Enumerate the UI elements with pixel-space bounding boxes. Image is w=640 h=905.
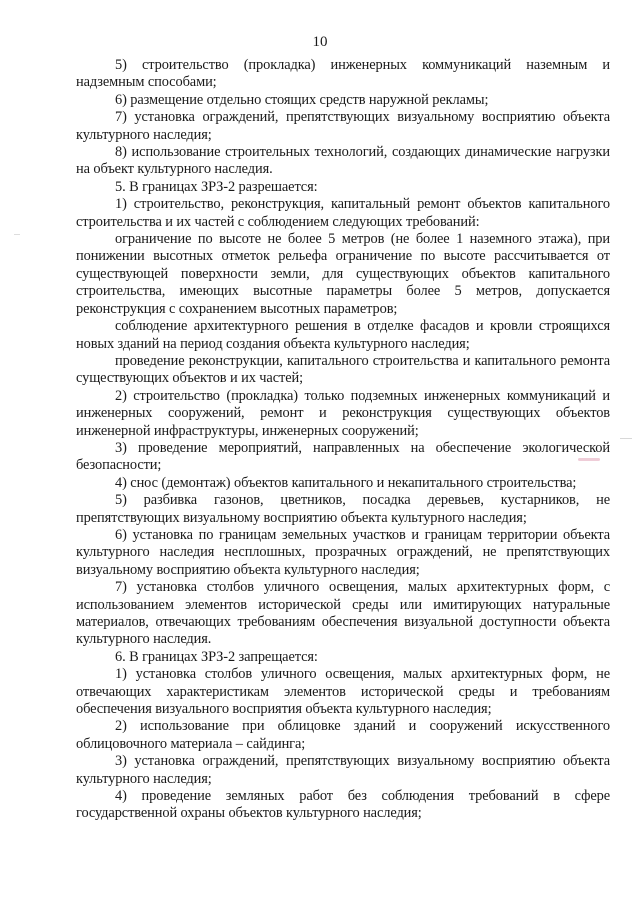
paragraph: 1) установка столбов уличного освещения, малых архитектурных форм, не отвечающих характеристикам элементов исторической среды и требованиям обеспечения визуального восприятия объекта культурного наследия;	[76, 666, 610, 718]
paragraph: 8) использование строительных технологий, создающих динамические нагрузки на объект культурного наследия.	[76, 144, 610, 178]
scan-artifact	[620, 438, 632, 439]
paragraph: соблюдение архитектурного решения в отделке фасадов и кровли строящихся новых зданий на период создания объекта культурного наследия;	[76, 318, 610, 352]
paragraph: 7) установка ограждений, препятствующих визуальному восприятию объекта культурного наследия;	[76, 109, 610, 143]
paragraph: 5) разбивка газонов, цветников, посадка деревьев, кустарников, не препятствующих визуальному восприятию объекта культурного наследия;	[76, 492, 610, 526]
section-heading: 6. В границах ЗРЗ-2 запрещается:	[115, 648, 318, 665]
paragraph: 1) строительство, реконструкция, капитальный ремонт объектов капитального строительства и их частей с соблюдением следующих требований:	[76, 196, 610, 230]
section-heading: 5. В границах ЗРЗ-2 разрешается:	[115, 178, 318, 195]
paragraph: 7) установка столбов уличного освещения, малых архитектурных форм, с использованием элементов исторической среды или имитирующих натуральные материалов, отвечающих требованиям обеспечения визуальной доступности объекта культурного наследия.	[76, 579, 610, 648]
scan-artifact	[14, 234, 20, 235]
document-body	[76, 57, 610, 823]
paragraph: проведение реконструкции, капитального строительства и капитального ремонта существующих объектов и их частей;	[76, 352, 610, 387]
paragraph: 3) установка ограждений, препятствующих визуальному восприятию объекта культурного наследия;	[76, 753, 610, 787]
scan-artifact	[578, 458, 600, 461]
paragraph: 6) установка по границам земельных участков и границам территории объекта культурного наследия несплошных, прозрачных ограждений, не препятствующих визуальному восприятию объекта культурного наследия;	[76, 526, 610, 578]
paragraph: 2) использование при облицовке зданий и сооружений искусственного облицовочного материала – сайдинга;	[76, 718, 610, 752]
page-number: 10	[312, 34, 328, 50]
paragraph: 5) строительство (прокладка) инженерных коммуникаций наземным и надземным способами;	[76, 57, 610, 91]
paragraph: 6) размещение отдельно стоящих средств наружной рекламы;	[115, 91, 489, 108]
paragraph: 3) проведение мероприятий, направленных на обеспечение экологической безопасности;	[76, 439, 610, 474]
paragraph: 4) снос (демонтаж) объектов капитального и некапитального строительства;	[115, 474, 577, 491]
paragraph: ограничение по высоте не более 5 метров (не более 1 наземного этажа), при понижении высотных отметок рельефа ограничение по высоте рассчитывается от существующей поверхности земли, для существующих объектов капитального строительства, имеющих высотные параметры более 5 метров, допускается реконструкция с сохранением высотных параметров;	[76, 231, 610, 317]
paragraph: 4) проведение земляных работ без соблюдения требований в сфере государственной охраны объектов культурного наследия;	[76, 788, 610, 822]
paragraph: 2) строительство (прокладка) только подземных инженерных коммуникаций и инженерных сооружений, ремонт и реконструкция существующих объектов инженерной инфраструктуры, инженерных сооружений;	[76, 387, 610, 439]
